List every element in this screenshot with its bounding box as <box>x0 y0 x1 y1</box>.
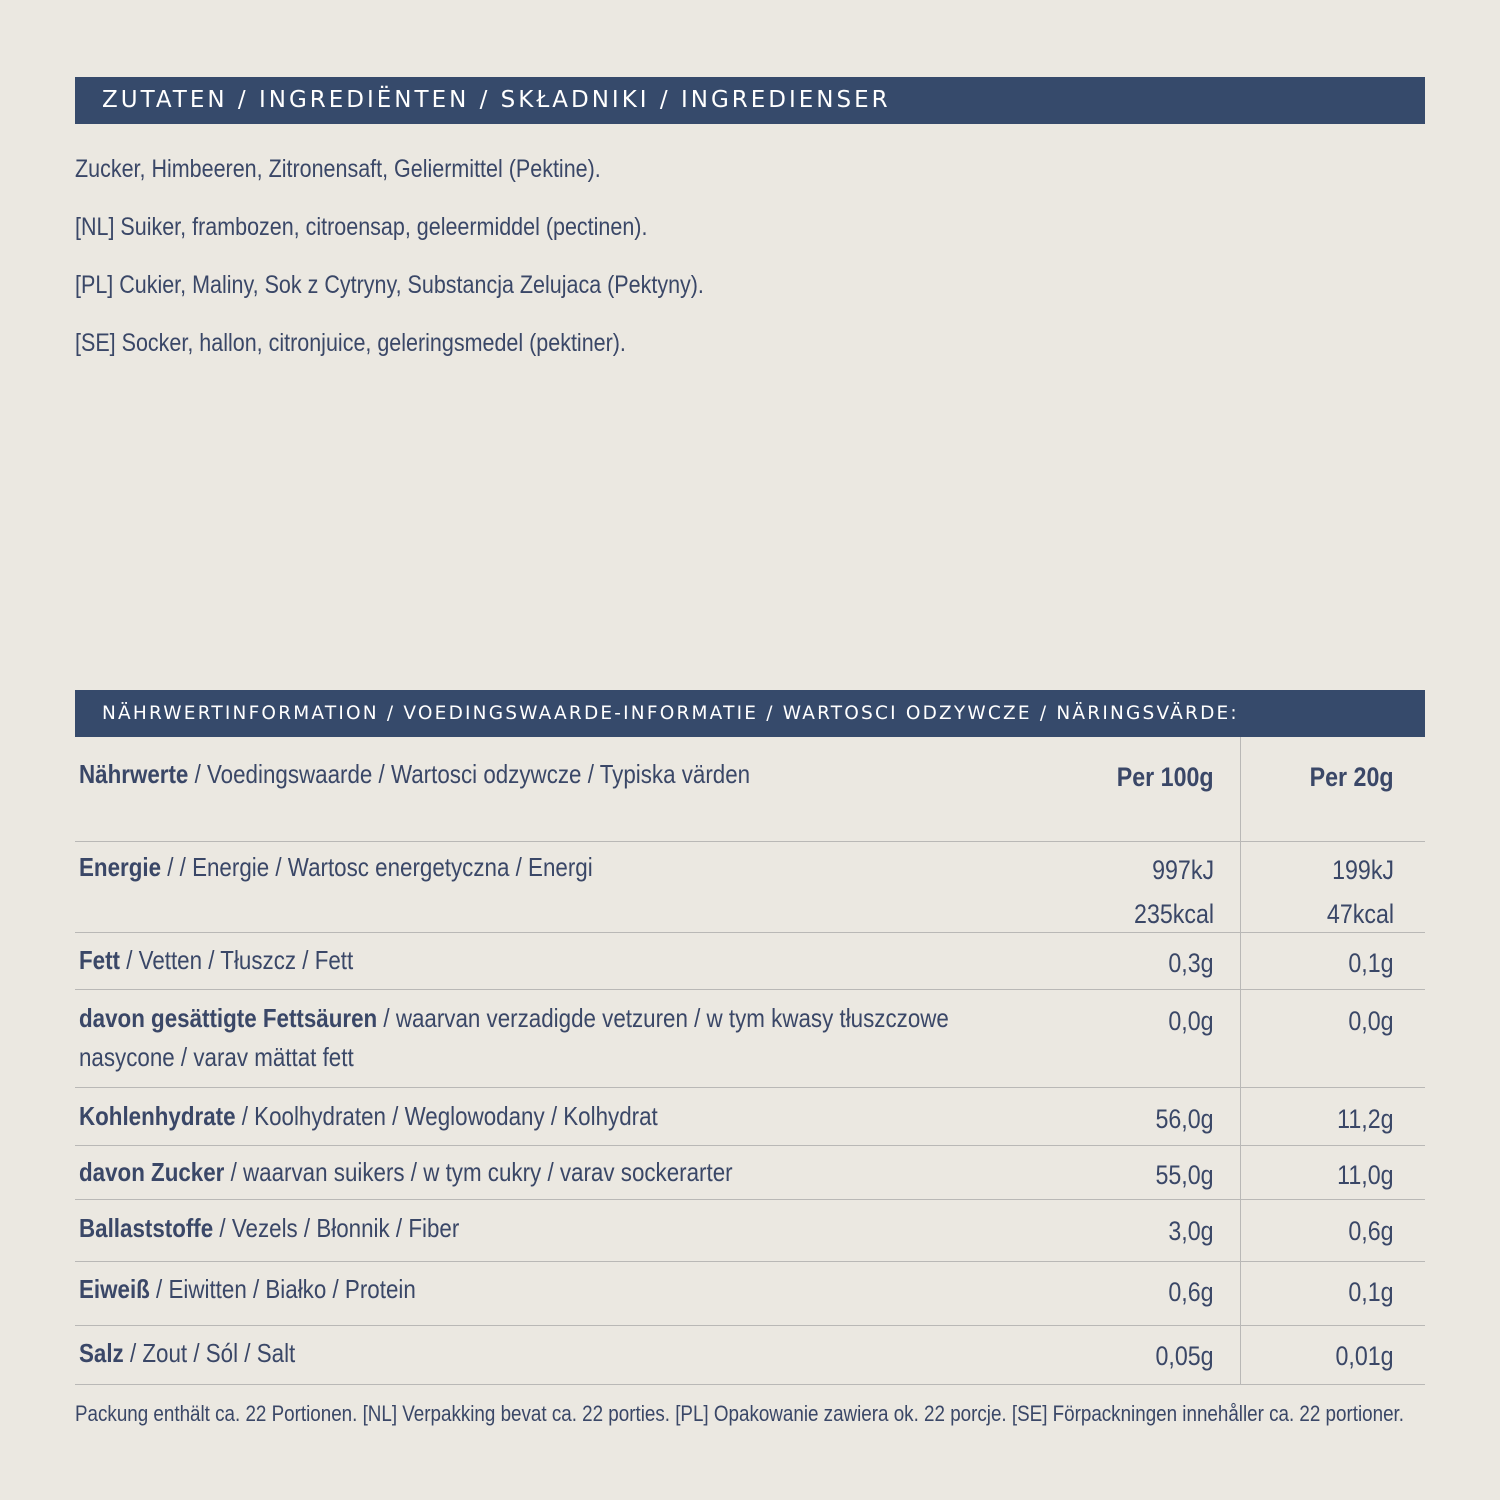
row-label: Salz / Zout / Sól / Salt <box>79 1338 296 1368</box>
column-label: Nährwerte / Voedingswaarde / Wartosci odzywcze / Typiska värden <box>79 759 751 789</box>
row-label: Fett / Vetten / Tłuszcz / Fett <box>79 945 354 975</box>
value-per-100g: 0,6g <box>1168 1277 1214 1307</box>
table-row-salt <box>75 1320 1425 1384</box>
value-per-100g: 0,05g <box>1155 1341 1214 1371</box>
ingredients-line-nl: [NL] Suiker, frambozen, citroensap, geleermiddel (pectinen). <box>75 213 648 241</box>
row-label: davon gesättigte Fettsäuren / waarvan verzadigde vetzuren / w tym kwasy tłuszczowe nasycone / varav mättat fett <box>79 1003 949 1072</box>
value-per-100g: 3,0g <box>1168 1216 1214 1246</box>
value-per-20g: 11,0g <box>1337 1160 1394 1190</box>
value-per-20g: 0,01g <box>1335 1341 1394 1371</box>
nutrition-column-header-row <box>75 741 1425 841</box>
value-per-100g: 0,3g <box>1168 948 1214 978</box>
nutrition-header: NÄHRWERTINFORMATION / VOEDINGSWAARDE-INFORMATIE / WARTOSCI ODZYWCZE / NÄRINGSVÄRDE: <box>75 690 1425 737</box>
value-per-20g: 11,2g <box>1337 1104 1394 1134</box>
value-per-100g: 55,0g <box>1155 1160 1214 1190</box>
table-row-sugar <box>75 1139 1425 1199</box>
table-row-carbohydrates <box>75 1083 1425 1145</box>
row-label: Kohlenhydrate / Koolhydraten / Weglowodany / Kolhydrat <box>79 1101 658 1131</box>
servings-note: Packung enthält ca. 22 Portionen. [NL] Verpakking bevat ca. 22 porties. [PL] Opakowanie zawiera ok. 22 porcje. [SE] Förpackningen innehåller ca. 22 portioner. <box>75 1401 1404 1426</box>
row-label: davon Zucker / waarvan suikers / w tym cukry / varav sockerarter <box>79 1157 733 1187</box>
column-per-20g: Per 20g <box>1310 762 1394 792</box>
column-per-100g: Per 100g <box>1117 762 1214 792</box>
value-per-20g: 0,0g <box>1348 1006 1394 1036</box>
table-row-fiber <box>75 1195 1425 1261</box>
table-row-energy <box>75 834 1425 932</box>
value-per-20g: 0,6g <box>1348 1216 1394 1246</box>
ingredients-line-de: Zucker, Himbeeren, Zitronensaft, Geliermittel (Pektine). <box>75 155 601 183</box>
ingredients-header: ZUTATEN / INGREDIËNTEN / SKŁADNIKI / INGREDIENSER <box>75 77 1425 124</box>
table-row-saturated-fat <box>75 985 1425 1087</box>
value-per-100g: 56,0g <box>1155 1104 1214 1134</box>
value-per-20g: 0,1g <box>1348 948 1394 978</box>
value-per-20g: 199kJ 47kcal <box>1326 855 1394 929</box>
table-row-fat <box>75 927 1425 989</box>
value-per-20g: 0,1g <box>1348 1277 1394 1307</box>
value-per-100g: 0,0g <box>1168 1006 1214 1036</box>
ingredients-line-pl: [PL] Cukier, Maliny, Sok z Cytryny, Substancja Zelujaca (Pektyny). <box>75 271 704 299</box>
row-label: Ballaststoffe / Vezels / Błonnik / Fiber <box>79 1213 460 1243</box>
row-separator <box>75 1384 1425 1385</box>
value-per-100g: 997kJ 235kcal <box>1133 855 1214 929</box>
row-label: Energie / / Energie / Wartosc energetyczna / Energi <box>79 852 593 882</box>
table-row-protein <box>75 1256 1425 1324</box>
row-label: Eiweiß / Eiwitten / Białko / Protein <box>79 1274 416 1304</box>
ingredients-line-se: [SE] Socker, hallon, citronjuice, geleringsmedel (pektiner). <box>75 329 626 357</box>
